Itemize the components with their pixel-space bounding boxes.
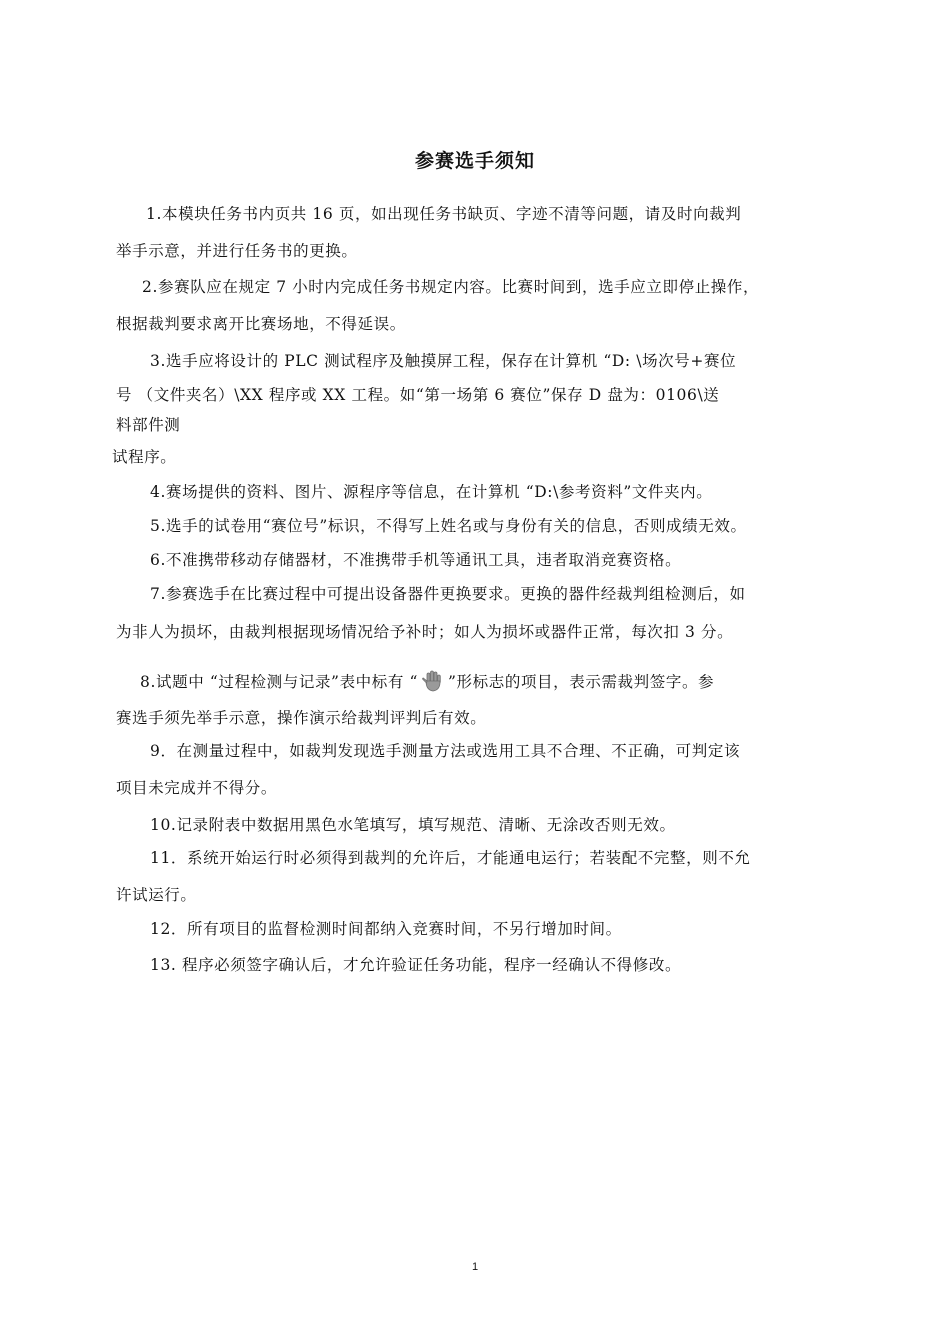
rule-7-line-1: 7.参赛选手在比赛过程中可提出设备器件更换要求。更换的器件经裁判组检测后，如 bbox=[150, 585, 746, 603]
rule-3-line-3: 料部件测 bbox=[116, 416, 181, 434]
rule-8-text-before-icon: 8.试题中 “过程检测与记录”表中标有 “ bbox=[140, 673, 419, 691]
rule-3-line-2: 号 （文件夹名）\XX 程序或 XX 工程。如“第一场第 6 赛位”保存 D 盘为：0106\送 bbox=[116, 386, 720, 404]
rule-2-line-2: 根据裁判要求离开比赛场地，不得延误。 bbox=[116, 315, 406, 333]
rule-6-line-1: 6.不准携带移动存储器材，不准携带手机等通讯工具，违者取消竞赛资格。 bbox=[150, 551, 682, 569]
rule-7-line-2: 为非人为损坏，由裁判根据现场情况给予补时；如人为损坏或器件正常，每次扣 3 分。 bbox=[116, 623, 734, 641]
rule-8-line-2: 赛选手须先举手示意，操作演示给裁判评判后有效。 bbox=[116, 709, 487, 727]
rule-1-line-2: 举手示意，并进行任务书的更换。 bbox=[116, 242, 358, 260]
rule-8-text-after-icon: ”形标志的项目，表示需裁判签字。参 bbox=[448, 673, 715, 691]
rule-4-line-1: 4.赛场提供的资料、图片、源程序等信息，在计算机 “D:\参考资料”文件夹内。 bbox=[150, 483, 713, 501]
rule-12-line-1: 12．所有项目的监督检测时间都纳入竞赛时间，不另行增加时间。 bbox=[150, 920, 622, 938]
rule-11-line-2: 许试运行。 bbox=[116, 886, 197, 904]
rule-9-line-1: 9．在测量过程中，如裁判发现选手测量方法或选用工具不合理、不正确，可判定该 bbox=[150, 742, 741, 760]
hand-icon bbox=[420, 669, 446, 693]
rule-8-line-1 bbox=[140, 669, 714, 693]
rule-5-line-1: 5.选手的试卷用“赛位号”标识，不得写上姓名或与身份有关的信息，否则成绩无效。 bbox=[150, 517, 747, 535]
page-title: 参赛选手须知 bbox=[414, 150, 535, 172]
rule-9-line-2: 项目未完成并不得分。 bbox=[116, 779, 278, 797]
rule-3-line-1: 3.选手应将设计的 PLC 测试程序及触摸屏工程，保存在计算机 “D: \场次号+赛位 bbox=[150, 352, 737, 370]
rule-13-line-1: 13. 程序必须签字确认后，才允许验证任务功能，程序一经确认不得修改。 bbox=[150, 956, 682, 974]
rule-3-line-4: 试程序。 bbox=[112, 448, 177, 466]
rule-2-line-1: 2.参赛队应在规定 7 小时内完成任务书规定内容。比赛时间到，选手应立即停止操作， bbox=[142, 278, 760, 296]
rule-10-line-1: 10.记录附表中数据用黑色水笔填写，填写规范、清晰、无涂改否则无效。 bbox=[150, 816, 676, 834]
page-number: 1 bbox=[471, 1261, 479, 1273]
rule-1-line-1: 1.本模块任务书内页共 16 页，如出现任务书缺页、字迹不清等问题，请及时向裁判 bbox=[146, 205, 742, 223]
rule-11-line-1: 11．系统开始运行时必须得到裁判的允许后，才能通电运行；若装配不完整，则不允 bbox=[150, 849, 751, 867]
